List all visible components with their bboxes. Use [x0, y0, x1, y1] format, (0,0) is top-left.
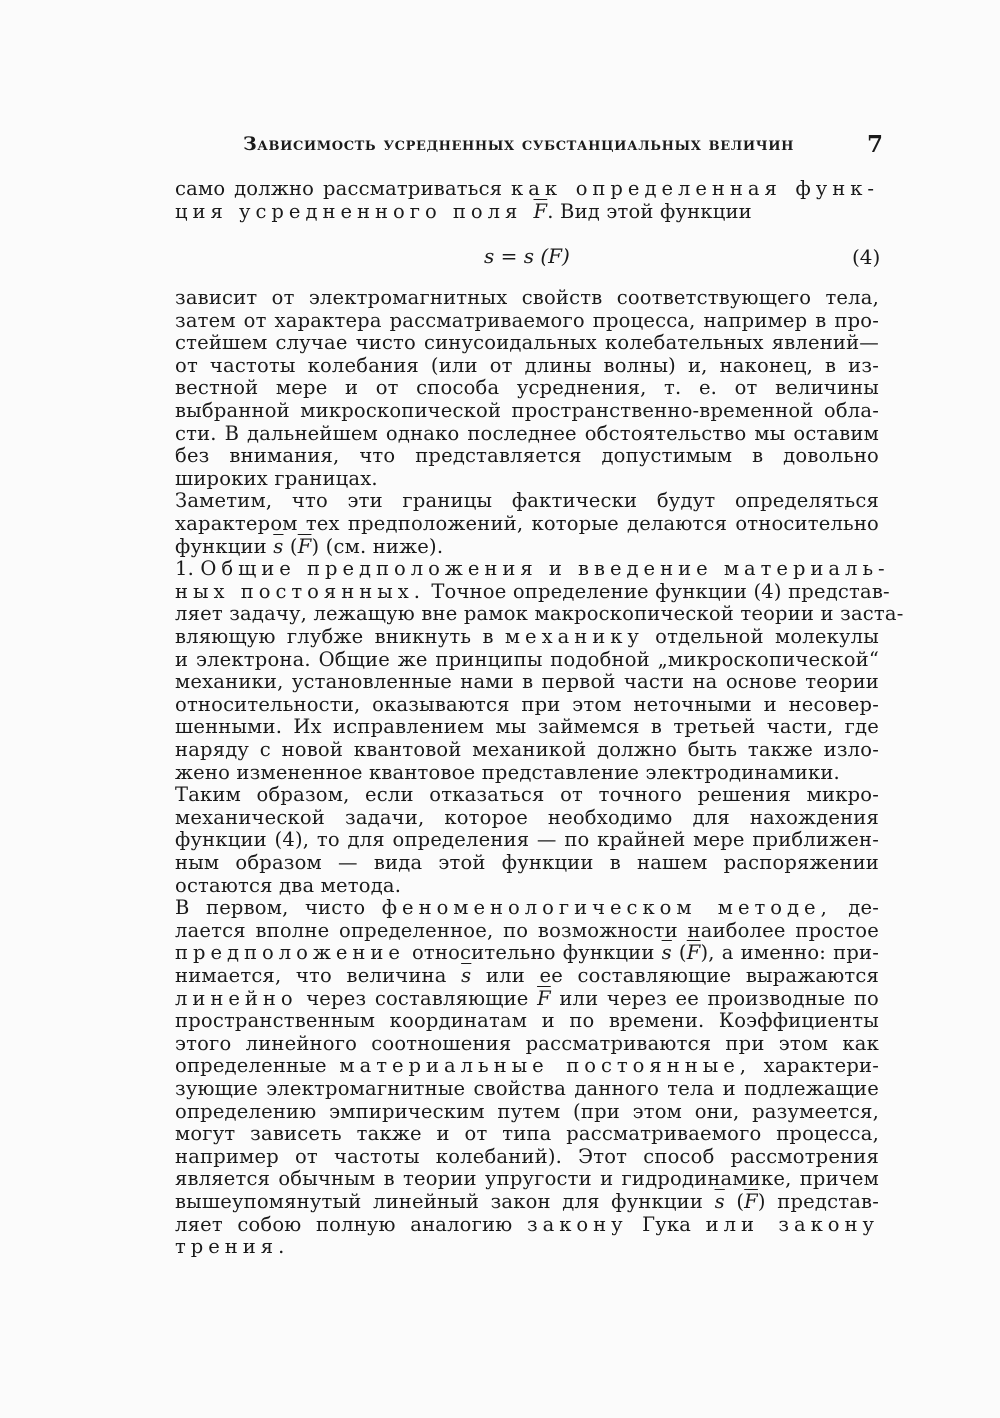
text-run: наряду с новой квантовой механикой должно быть также изло-: [175, 738, 879, 761]
text-line: [175, 490, 879, 512]
text-run: 1.: [175, 557, 201, 581]
text-run: ) (см. ниже).: [311, 534, 444, 558]
page-header: [243, 133, 883, 161]
text-line: [175, 1146, 879, 1168]
page-number: 7: [866, 131, 883, 158]
text-run: пространственным координатам и по времени. Коэффициенты: [175, 1009, 879, 1033]
text-line: [175, 1055, 879, 1077]
text-run: нимается, что величина: [175, 964, 462, 987]
text-line: [175, 1191, 879, 1213]
vector-symbol: $\overline{s}$: [273, 534, 284, 558]
text-run: де-: [831, 896, 879, 920]
vector-symbol: $\overline{s}$: [461, 964, 472, 987]
text-run: функции (4), то для определения — по крайней мере приближен-: [175, 828, 879, 852]
text-run: сти. В дальнейшем однако последнее обстоятельство мы оставим: [175, 421, 879, 445]
text-line: [175, 988, 879, 1010]
text-line: [175, 377, 879, 399]
text-line: [175, 536, 443, 558]
text-line: [175, 807, 879, 829]
text-line: [175, 897, 879, 919]
text-run: могут зависеть также и от типа рассматриваемого процесса,: [175, 1122, 879, 1146]
text-line: [175, 739, 879, 761]
text-line: [175, 1033, 879, 1055]
text-run: от частоты колебания (или от длины волны) и, наконец, в из-: [175, 353, 879, 377]
text-run: или через ее производные по: [550, 986, 879, 1010]
text-run: определению эмпирическим путем (при этом они, разумеется,: [175, 1099, 879, 1123]
text-run: . Вид этой функции: [547, 200, 752, 223]
text-run: широких границах.: [175, 466, 378, 490]
spaced-emphasis: трения.: [175, 1235, 290, 1259]
text-run: вышеупомянутый линейный закон для функции: [175, 1190, 715, 1213]
text-run: механики, установленные нами в первой части на основе теории: [175, 670, 879, 694]
spaced-emphasis: материальные постоянные,: [339, 1054, 751, 1078]
text-line: [175, 513, 879, 535]
vector-symbol: $\overline{F}$: [537, 986, 551, 1010]
text-run: (: [283, 534, 298, 558]
text-run: затем от характера рассматриваемого процесса, например в про-: [175, 308, 879, 332]
text-line: [175, 1123, 879, 1145]
text-run: характером тех предположений, которые делаются относительно: [175, 512, 879, 535]
spaced-emphasis: Общие предположения и введение материаль-: [200, 557, 890, 581]
text-run: остаются два метода.: [175, 873, 402, 897]
vector-symbol: $\overline{F}$: [533, 200, 548, 223]
text-run: Гука: [627, 1212, 706, 1236]
text-run: (: [671, 941, 687, 965]
text-run: без внимания, что представляется допустимым в довольно: [175, 444, 879, 468]
text-line: [175, 784, 879, 806]
text-line: [175, 1236, 289, 1258]
text-line: [175, 332, 879, 354]
spaced-emphasis: как определенная функ-: [511, 177, 880, 200]
spaced-emphasis: закону: [526, 1212, 628, 1236]
text-line: [175, 579, 890, 603]
text-line: [175, 1168, 879, 1190]
text-line: [175, 1101, 879, 1123]
text-line: [175, 201, 752, 223]
text-run: ) представ-: [757, 1190, 879, 1213]
text-run: Таким образом, если отказаться от точного решения микро-: [175, 783, 879, 807]
text-line: [175, 423, 879, 445]
text-run: стейшем случае чисто синусоидальных колебательных явлений—: [175, 331, 879, 355]
spaced-emphasis: предположение: [175, 941, 405, 965]
text-line: [175, 829, 879, 851]
text-line: [175, 875, 401, 897]
text-line: [175, 445, 879, 467]
text-run: этого линейного соотношения рассматриваются при этом как: [175, 1031, 879, 1055]
text-run: характери-: [750, 1054, 879, 1078]
text-run: зующие электромагнитные свойства данного тела и подлежащие: [175, 1077, 879, 1100]
text-run: В первом, чисто: [175, 896, 382, 920]
text-run: определенные: [175, 1054, 340, 1078]
text-run: относительности, оказываются при этом неточными и несовер-: [175, 692, 879, 716]
text-run: относительно функции: [404, 941, 662, 965]
text-line: [175, 468, 378, 490]
formula-number: (4): [852, 245, 881, 269]
text-line: [175, 1214, 879, 1236]
text-run: лается вполне определенное, по возможности наиболее простое: [175, 918, 879, 942]
text-line: [175, 178, 879, 200]
text-line: [175, 920, 879, 942]
text-line: [175, 355, 879, 377]
formula-4: s = s (F): [484, 244, 570, 268]
text-line: [175, 287, 879, 309]
text-line: [175, 649, 879, 671]
text-line: [175, 557, 890, 581]
text-run: отдельной молекулы: [643, 625, 879, 648]
text-line: [175, 602, 904, 626]
text-run: и электрона. Общие же принципы подобной „микроскопической“: [175, 647, 879, 671]
spaced-emphasis: ция усредненного поля: [175, 200, 534, 223]
text-run: ляет задачу, лежащую вне рамок макроскопической теории и заста-: [175, 602, 904, 626]
text-line: [175, 965, 879, 987]
text-run: жено измененное квантовое представление электродинамики.: [175, 760, 840, 784]
text-run: является обычным в теории упругости и гидродинамике, причем: [175, 1167, 879, 1191]
text-line: [175, 400, 879, 422]
text-run: Точное определение функции (4) представ-: [424, 579, 890, 603]
text-run: ным образом — вида этой функции в нашем распоряжении: [175, 851, 879, 874]
text-line: [175, 626, 879, 648]
text-run: шенными. Их исправлением мы займемся в третьей части, где: [175, 715, 879, 739]
text-run: вестной мере и от способа усреднения, т. е. от величины: [175, 376, 879, 400]
text-run: функции: [175, 534, 274, 558]
text-run: (: [724, 1190, 745, 1213]
spaced-emphasis: ных постоянных.: [175, 579, 425, 603]
running-title: Зависимость усредненных субстанциальных величин: [243, 133, 794, 155]
spaced-emphasis: линейно: [175, 986, 298, 1010]
text-line: [175, 942, 879, 964]
text-run: само должно рассматриваться: [175, 177, 512, 200]
text-line: [175, 762, 840, 784]
text-run: например от частоты колебаний). Этот способ рассмотрения: [175, 1144, 879, 1168]
vector-symbol: $\overline{F}$: [297, 534, 312, 558]
text-run: Заметим, что эти границы фактически будут определяться: [175, 489, 879, 513]
vector-symbol: $\overline{s}$: [661, 941, 672, 965]
spaced-emphasis: механику: [504, 625, 644, 648]
text-run: ), а именно: при-: [700, 941, 879, 965]
text-run: механической задачи, которое необходимо для нахождения: [175, 805, 879, 829]
text-line: [175, 1010, 879, 1032]
text-run: вляющую глубже вникнуть в: [175, 625, 505, 648]
spaced-emphasis: или закону: [705, 1212, 879, 1236]
text-line: [175, 694, 879, 716]
vector-symbol: $\overline{F}$: [744, 1190, 758, 1213]
text-run: через составляющие: [297, 986, 538, 1010]
text-run: или ее составляющие выражаются: [471, 964, 879, 987]
text-line: [175, 716, 879, 738]
spaced-emphasis: феноменологическом методе,: [381, 896, 832, 920]
text-line: [175, 671, 879, 693]
text-run: ляет собою полную аналогию: [175, 1212, 527, 1236]
vector-symbol: $\overline{s}$: [714, 1190, 725, 1213]
vector-symbol: $\overline{F}$: [686, 941, 701, 965]
text-line: [175, 852, 879, 874]
text-line: [175, 310, 879, 332]
text-run: выбранной микроскопической пространственно-временной обла-: [175, 399, 879, 422]
text-line: [175, 1078, 879, 1100]
text-run: зависит от электромагнитных свойств соответствующего тела,: [175, 286, 879, 309]
